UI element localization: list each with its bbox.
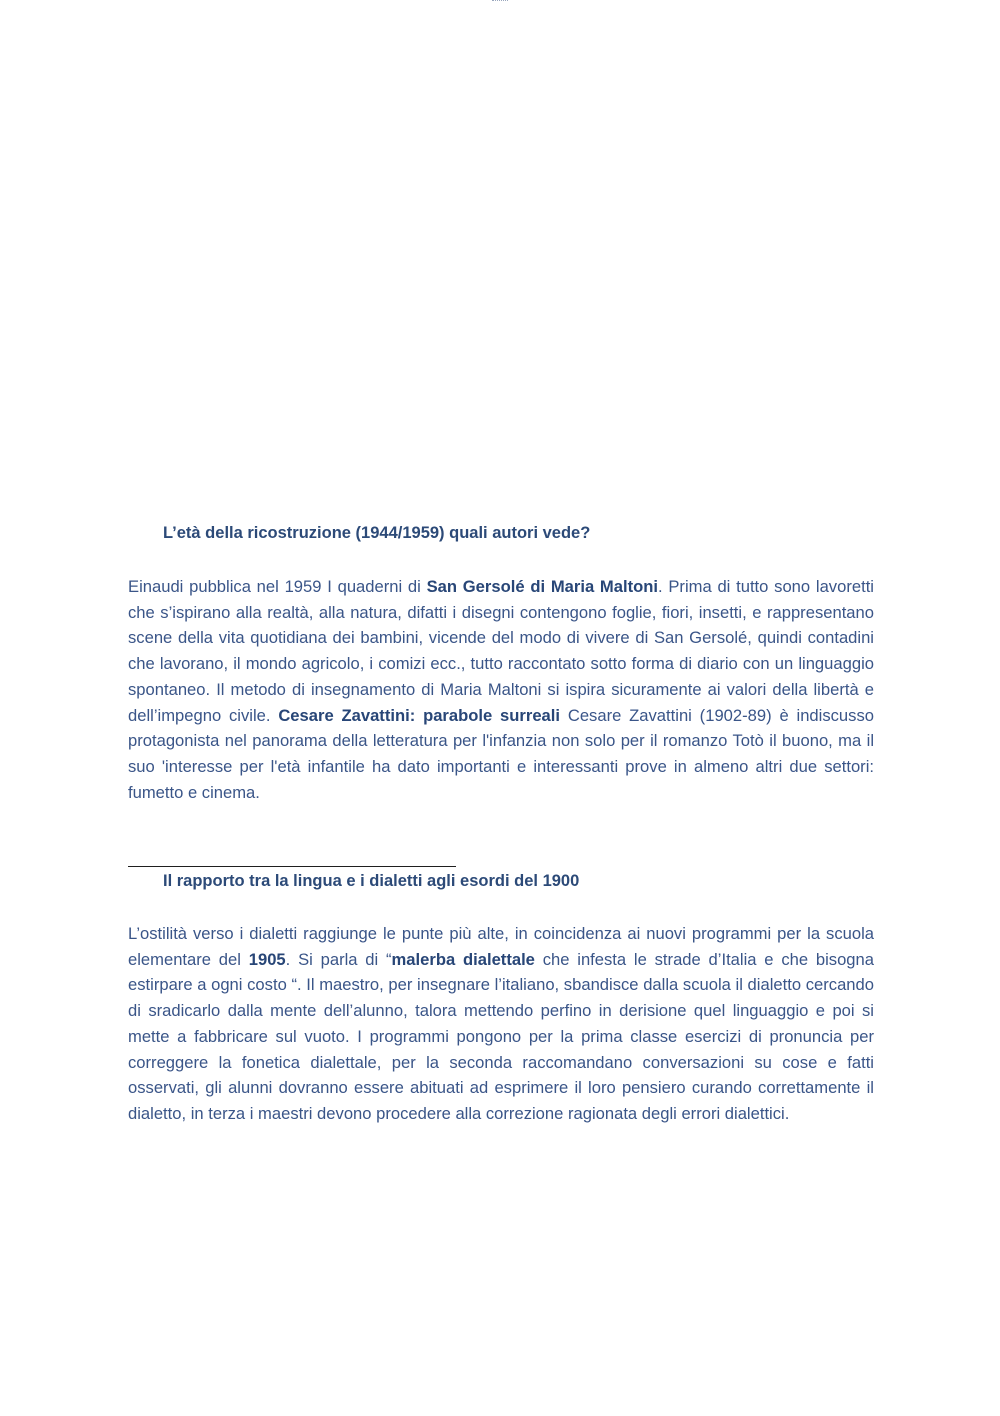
bold-title-zavattini: Cesare Zavattini: parabole surreali [278, 705, 561, 725]
page-top-mark [492, 0, 508, 3]
paragraph-text: Einaudi pubblica nel 1959 I quaderni di [128, 577, 427, 596]
paragraph-text: L’ostilità verso i dialetti raggiunge le punte più alte, in coincidenza ai nuovi programmi per la scuola elementare del [128, 924, 874, 969]
paragraph-text: che infesta le strade d’Italia e che bisogna estirpare a ogni costo “. Il maestro, per insegnare l’italiano, sbandisce dalla scuola il dialetto cercando di sradicarlo dalla mente dell’alunno, talora mettendo perfino in derisione quel linguaggio e poi si mette a fabbricare sul vuoto. I programmi pongono per la prima classe esercizi di pronuncia per correggere la fonetica dialettale, per la seconda raccomandano conversazioni su cose e fatti osservati, gli alunni dovranno essere abituati ad esprimere il loro pensiero curando correttamente il dialetto, in terza i maestri devono procedere alla correzione ragionata degli errori dialettici. [128, 949, 874, 1123]
paragraph-text: . Prima di tutto sono lavoretti che s’ispirano alla realtà, alla natura, difatti i disegni contengono foglie, fiori, insetti, e rappresentano scene della vita quotidiana dei bambini, vicende del modo di vivere di San Gersolé, quindi contadini che lavorano, il mondo agricolo, i comizi ecc., tutto raccontato sotto forma di diario con un linguaggio spontaneo. Il metodo di insegnamento di Maria Maltoni si ispira sicuramente ai valori della libertà e dell’impegno civile. [128, 577, 874, 725]
section-heading-dialetti: Il rapporto tra la lingua e i dialetti agli esordi del 1900 [163, 872, 580, 890]
paragraph-ricostruzione [128, 574, 874, 805]
bold-malerba-dialettale: malerba dialettale [391, 949, 535, 969]
section-divider-line [128, 866, 456, 867]
section-heading-ricostruzione: L’età della ricostruzione (1944/1959) quali autori vede? [163, 524, 591, 542]
paragraph-text: Cesare Zavattini (1902-89) è indiscusso protagonista nel panorama della letteratura per l'infanzia non solo per il romanzo Totò il buono, ma il suo 'interesse per l'età infantile ha dato importanti e interessanti prove in almeno altri due settori: fumetto e cinema. [128, 705, 874, 802]
paragraph-text: . Si parla di “ [285, 949, 392, 969]
paragraph-dialetti [128, 921, 874, 1127]
bold-year: 1905 [248, 949, 286, 969]
bold-title-san-gersole: San Gersolé di Maria Maltoni [426, 577, 658, 596]
